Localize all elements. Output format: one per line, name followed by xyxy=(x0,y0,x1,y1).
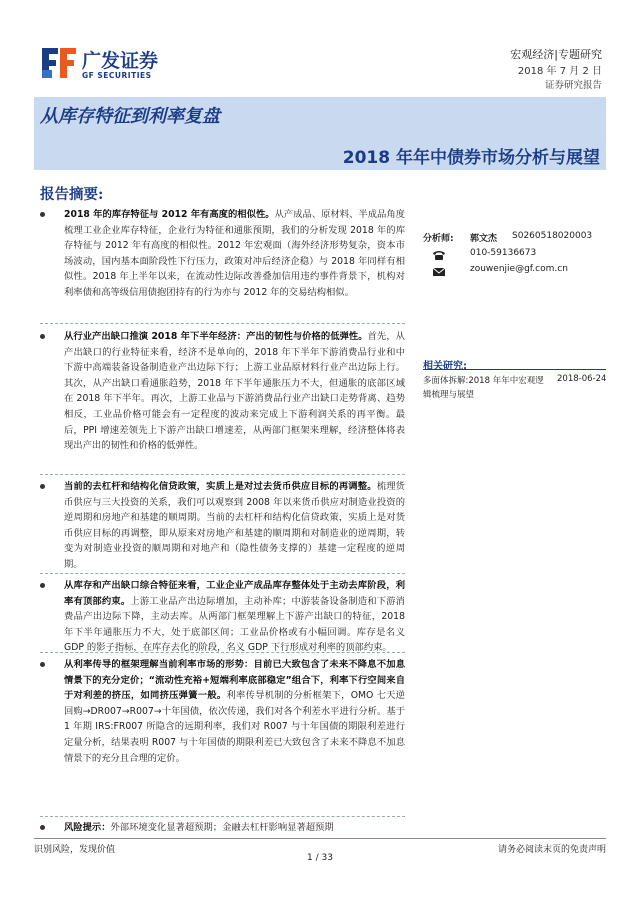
bullet-icon xyxy=(40,484,45,489)
divider xyxy=(423,369,606,370)
footer-disclaimer: 请务必阅读末页的免责声明 xyxy=(497,845,606,855)
paragraph-body: 外部环境变化显著超预期；金融去杠杆影响显著超预期 xyxy=(110,822,334,833)
paragraph-body: 首先，从产出缺口的行业特征来看，经济不是单向的，2018 年下半年下游消费品行业和中下游中高端装备设备制造业产出边际下行；上游工业品原材料行业产出边际上行。其次，从产出缺口看通胀趋势，2018 年下半年通胀压力不大，但通胀的底部区域在 2018 年下半年。再次，上游工业品与下游消费品行业产出缺口走势背离、趋势相反，工业品价格可能会有一定程度的波动来完成上下游利润关系的再平衡。最后，PPI 增速差领先上下游产出缺口增速差，从两部门框架来理解，经济整体将表现出产出的韧性和价格的低弹性。 xyxy=(64,331,405,452)
paragraph-lead: 从利率传导的框架理解当前利率市场的形势：目前已大致包含了未来不降息不加息情景下的充分定价；“流动性充裕+短端利率底部稳定”组合下，利率下行空间来自于对利差的挤压，如同挤压弹簧一般。 xyxy=(64,659,405,702)
analyst-phone: 010-59136673 xyxy=(470,248,537,258)
divider xyxy=(40,573,405,574)
paragraph-lead: 当前的去杠杆和结构化信贷政策，实质上是对过去货币供应目标的再调整。 xyxy=(64,481,377,492)
risk-warning xyxy=(40,820,405,836)
footer-divider xyxy=(34,838,606,839)
report-subtitle: 2018 年年中债券市场分析与展望 xyxy=(342,148,600,168)
bullet-icon xyxy=(40,662,45,667)
page-number: 1 / 33 xyxy=(307,853,333,863)
related-item-date: 2018-06-24 xyxy=(557,374,607,384)
paragraph-body: 梳理货币供应与三大投资的关系，我们可以观察到 2008 年以来货币供应对制造业投资的逆周期和房地产和基建的顺周期。当前的去杠杆和结构化信贷政策，实质上是对货币供应目标的再调整，即从原来对房地产和基建的顺周期和对制造业的逆周期，转变为对制造业投资的顺周期和对地产和（隐性债务支撑的）基建一定程度的逆周期。 xyxy=(64,481,405,570)
report-date: 2018 年 7 月 2 日 xyxy=(517,66,602,77)
paragraph-lead: 风险提示： xyxy=(64,822,111,833)
bullet-icon xyxy=(40,334,45,339)
report-category: 宏观经济|专题研究 xyxy=(510,48,602,61)
analyst-label: 分析师: xyxy=(423,234,454,244)
divider xyxy=(40,323,405,324)
paragraph-lead: 2018 年的库存特征与 2012 年有高度的相似性。 xyxy=(64,209,275,220)
abstract-paragraph-4 xyxy=(40,578,405,656)
divider xyxy=(40,652,405,653)
analyst-email[interactable]: zouwenjie@gf.com.cn xyxy=(470,264,568,274)
company-logo xyxy=(36,40,186,90)
paragraph-lead: 从行业产出缺口推演 2018 年下半年经济：产出的韧性与价格的低弹性。 xyxy=(64,331,368,342)
abstract-paragraph-2 xyxy=(40,329,405,454)
related-item-title[interactable]: 多面体拆解:2018 年年中宏观逻辑梳理与展望 xyxy=(423,376,544,400)
abstract-paragraph-3 xyxy=(40,479,405,573)
divider xyxy=(40,474,405,475)
related-research-heading: 相关研究: xyxy=(423,361,467,372)
analyst-name: 郭文杰 xyxy=(470,234,498,244)
logo-text: 广发证券 xyxy=(82,50,159,72)
abstract-heading: 报告摘要: xyxy=(40,186,104,203)
abstract-paragraph-1 xyxy=(40,207,405,301)
paragraph-body: 利率传导机制的分析框架下，OMO 七天逆回购→DR007→R007→十年国债，依次传递，我们对各个利差水平进行分析。基于 1 年期 IRS:FR007 所隐含的远期利率，我们对 R007 与十年国债的期限利差进行定量分析，结果表明 R007 与十年国债的期限利差已大致包含了未来不降息不加息情景下的充分且合理的定价。 xyxy=(64,690,405,764)
bullet-icon xyxy=(40,212,45,217)
bullet-icon xyxy=(40,583,45,588)
paragraph-body: 上游工业品产出边际增加，主动补库；中游装备设备制造和下游消费品产出边际下降，主动去库。从两部门框架理解上下游产出缺口的特征，2018 年下半年通胀压力不大，处于底部区间；工业品价格或有小幅回调。库存是名义 GDP 的影子指标，在库存去化的阶段，名义 GDP 下行形成对利率的顶部约束。 xyxy=(64,595,405,654)
analyst-cert: S0260518020003 xyxy=(512,231,593,241)
logo-subtext: GF SECURITIES xyxy=(82,71,152,80)
paragraph-body: 从产成品、原材料、半成品角度梳理工业企业库存特征，企业行为特征和通胀预期，我们的分析发现 2018 年的库存特征与 2012 年有高度的相似性。2012 年宏观面（海外经济形势复杂，资本市场波动，国内基本面阶段性下行压力，政策对冲后经济企稳）与 2018 年同样有相似性。2018 年上半年以来，在流动性边际改善叠加信用违约事件背景下，机构对利率债和高等级信用债抱团持有的行为亦与 2012 年的交易结构相似。 xyxy=(64,209,405,298)
report-type: 证券研究报告 xyxy=(544,80,602,91)
divider xyxy=(40,816,405,817)
report-title: 从库存特征到利率复盘 xyxy=(40,106,220,127)
abstract-paragraph-5 xyxy=(40,657,405,766)
footer-slogan: 识别风险，发现价值 xyxy=(34,845,116,855)
bullet-icon xyxy=(40,825,45,830)
email-icon xyxy=(432,263,446,282)
paragraph-lead: 从库存和产出缺口综合特征来看，工业企业产成品库存整体处于主动去库阶段，利率有顶部约束。 xyxy=(64,580,405,607)
